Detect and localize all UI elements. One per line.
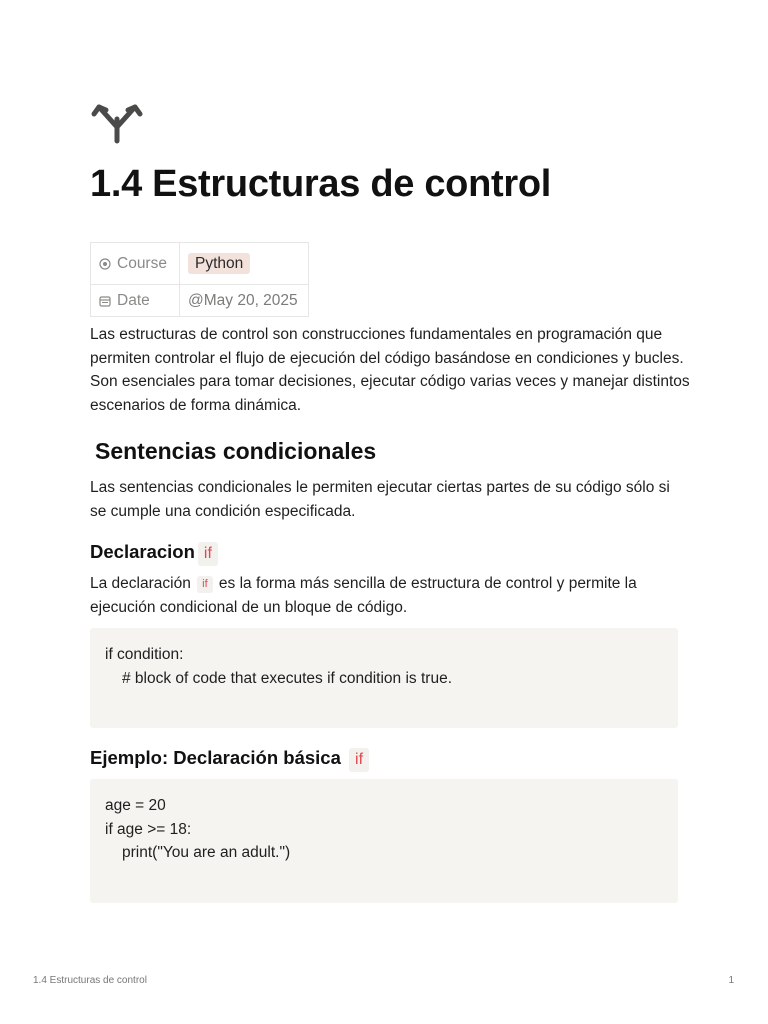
page-title: 1.4 Estructuras de control: [90, 163, 552, 205]
property-row-course: [91, 243, 309, 285]
code-line: if condition:: [105, 646, 184, 663]
property-key-label: Date: [117, 291, 150, 309]
property-value[interactable]: [180, 243, 309, 285]
inline-code: if: [197, 576, 213, 593]
intro-paragraph: Las estructuras de control son construcciones fundamentales en programación que permiten controlar el flujo de ejecución del código basándose en condiciones y bucles. Son esenciales para tomar decisiones, ejecutar código varias veces y manejar distintos escenarios de forma dinámica.: [90, 326, 690, 414]
property-key-label: Course: [117, 254, 167, 272]
property-row-date: [91, 285, 309, 317]
target-icon: [99, 258, 111, 270]
if-declaration-heading: [90, 541, 218, 566]
conditionals-paragraph: Las sentencias condicionales le permiten ejecutar ciertas partes de su código sólo si se cumple una condición especificada.: [90, 479, 670, 520]
code-block-example[interactable]: [90, 779, 678, 903]
property-key: [91, 285, 180, 317]
inline-code: if: [198, 542, 218, 566]
example-heading: [90, 747, 369, 772]
footer-title: 1.4 Estructuras de control: [33, 975, 147, 986]
property-value[interactable]: [180, 285, 309, 317]
paragraph-text: La declaración: [90, 575, 196, 592]
branch-merge-icon: [90, 97, 144, 145]
property-key: [91, 243, 180, 285]
calendar-icon: [99, 295, 111, 307]
heading-text: Ejemplo: Declaración básica: [90, 747, 341, 768]
course-tag[interactable]: Python: [188, 253, 250, 274]
code-block-if-syntax[interactable]: [90, 628, 678, 728]
if-description-paragraph: [90, 572, 690, 619]
date-mention[interactable]: @May 20, 2025: [188, 291, 298, 309]
footer-page-number: 1: [728, 975, 734, 986]
code-line: if age >= 18:: [105, 820, 192, 838]
code-line: print("You are an adult."): [122, 844, 291, 861]
properties-table: [90, 242, 309, 317]
section-heading-conditionals: Sentencias condicionales: [95, 438, 377, 464]
inline-code: if: [349, 748, 369, 772]
code-line: age = 20: [105, 797, 166, 814]
code-line: # block of code that executes if condition is true.: [122, 669, 452, 687]
heading-text: Declaracion: [90, 541, 195, 562]
paragraph-text: es la forma más sencilla de estructura de control y permite la ejecución condicional de un bloque de código.: [90, 575, 637, 616]
